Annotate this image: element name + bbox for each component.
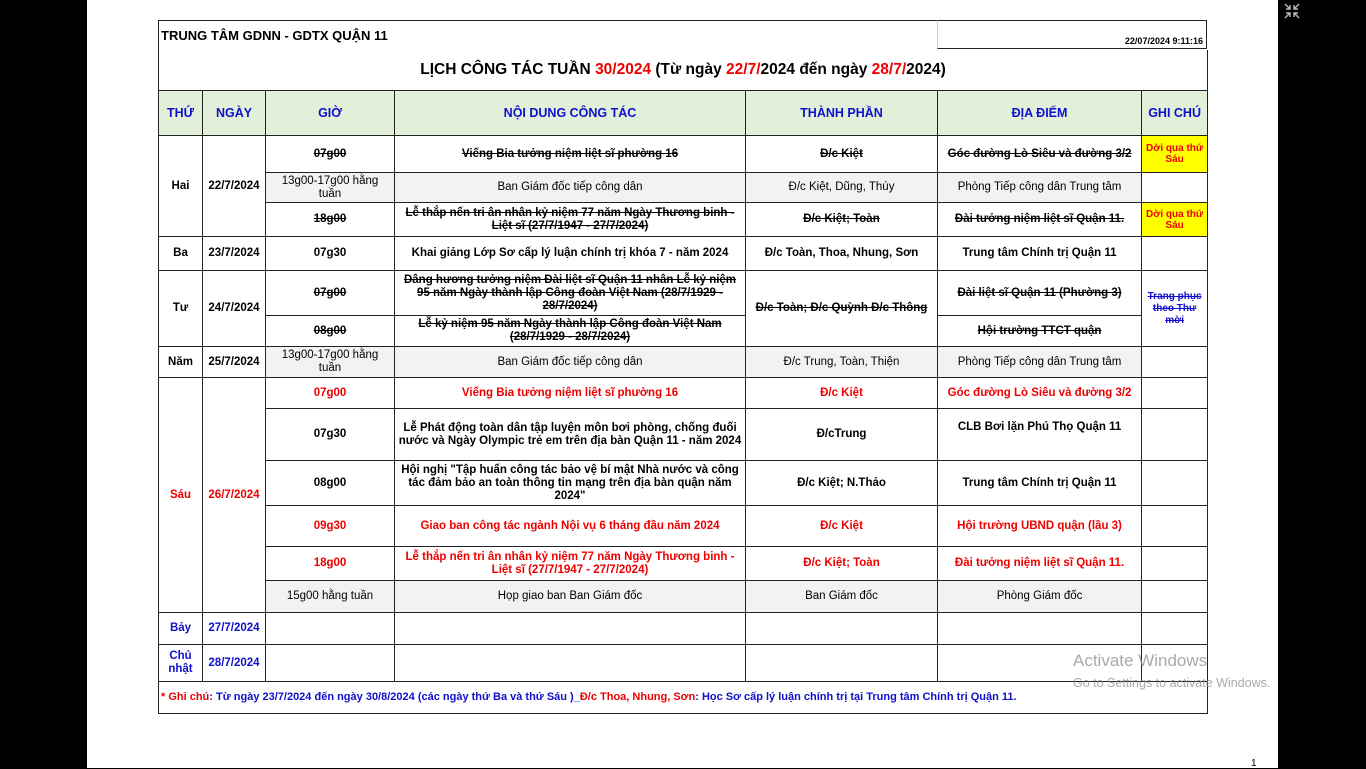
content-cell: Ban Giám đốc tiếp công dân bbox=[395, 347, 746, 378]
day-cell: Năm bbox=[159, 347, 203, 378]
time-cell: 13g00-17g00 hằng tuần bbox=[266, 347, 395, 378]
time-cell: 07g30 bbox=[266, 237, 395, 271]
note-cell bbox=[1142, 347, 1208, 378]
table-row bbox=[159, 237, 1208, 271]
time-cell: 08g00 bbox=[266, 461, 395, 506]
content-cell bbox=[395, 613, 746, 645]
table-row bbox=[159, 136, 1208, 173]
members-cell: Đ/c Kiệt; N.Thảo bbox=[746, 461, 938, 506]
content-cell: Lễ thắp nến tri ân nhân kỷ niệm 77 năm Ngày Thương binh - Liệt sĩ (27/7/1947 - 27/7/2024) bbox=[395, 203, 746, 237]
members-cell bbox=[746, 645, 938, 682]
place-cell: Trung tâm Chính trị Quận 11 bbox=[938, 461, 1142, 506]
day-cell: Sáu bbox=[159, 378, 203, 613]
place-cell: CLB Bơi lặn Phú Thọ Quận 11 bbox=[938, 409, 1142, 461]
time-cell: 07g00 bbox=[266, 378, 395, 409]
members-cell: Đ/cTrung bbox=[746, 409, 938, 461]
time-cell: 07g30 bbox=[266, 409, 395, 461]
note-cell bbox=[1142, 378, 1208, 409]
col-header-date: NGÀY bbox=[203, 91, 266, 136]
table-row bbox=[159, 378, 1208, 409]
place-cell: Góc đường Lò Siêu và đường 3/2 bbox=[938, 378, 1142, 409]
col-header-day: THỨ bbox=[159, 91, 203, 136]
timestamp: 22/07/2024 9:11:16 bbox=[1124, 36, 1203, 46]
members-cell: Đ/c Toàn, Thoa, Nhung, Sơn bbox=[746, 237, 938, 271]
table-header-row bbox=[159, 91, 1208, 136]
place-cell: Đài liệt sĩ Quận 11 (Phường 3) bbox=[938, 271, 1142, 316]
time-cell: 13g00-17g00 hằng tuần bbox=[266, 173, 395, 203]
schedule-table bbox=[158, 20, 1208, 714]
note-cell bbox=[1142, 547, 1208, 581]
place-cell bbox=[938, 613, 1142, 645]
col-header-content: NỘI DUNG CÔNG TÁC bbox=[395, 91, 746, 136]
page-title: LỊCH CÔNG TÁC TUẦN 30/2024 (Từ ngày 22/7/2024 đến ngày 28/7/2024) bbox=[159, 50, 1208, 91]
timestamp-box bbox=[937, 20, 1207, 49]
day-cell: Tư bbox=[159, 271, 203, 347]
time-cell: 18g00 bbox=[266, 547, 395, 581]
date-cell: 27/7/2024 bbox=[203, 613, 266, 645]
note-cell: Dời qua thứ Sáu bbox=[1142, 203, 1208, 237]
date-cell: 26/7/2024 bbox=[203, 378, 266, 613]
members-cell: Đ/c Kiệt; Toàn bbox=[746, 203, 938, 237]
table-row bbox=[159, 461, 1208, 506]
note-cell bbox=[1142, 581, 1208, 613]
members-cell: Đ/c Trung, Toàn, Thiện bbox=[746, 347, 938, 378]
content-cell: Lễ Phát động toàn dân tập luyện môn bơi phòng, chống đuối nước và Ngày Olympic trẻ em trên địa bàn Quận 11 - năm 2024 bbox=[395, 409, 746, 461]
table-row bbox=[159, 173, 1208, 203]
place-cell: Phòng Giám đốc bbox=[938, 581, 1142, 613]
activate-title: Activate Windows bbox=[1073, 651, 1208, 670]
note-cell: Trang phục theo Thư mời bbox=[1142, 271, 1208, 347]
note-cell bbox=[1142, 613, 1208, 645]
time-cell bbox=[266, 613, 395, 645]
footnote: * Ghi chú: Từ ngày 23/7/2024 đến ngày 30/8/2024 (các ngày thứ Ba và thứ Sáu )_Đ/c Thoa, Nhung, Sơn: Học Sơ cấp lý luận chính trị tại Trung tâm Chính trị Quận 11. bbox=[159, 682, 1208, 714]
content-cell: Lễ kỷ niệm 95 năm Ngày thành lập Công đoàn Việt Nam (28/7/1929 - 28/7/2024) bbox=[395, 316, 746, 347]
shrink-arrows-icon[interactable] bbox=[1283, 2, 1301, 20]
content-cell: Khai giảng Lớp Sơ cấp lý luận chính trị khóa 7 - năm 2024 bbox=[395, 237, 746, 271]
activate-subtitle: Go to Settings to activate Windows. bbox=[1073, 676, 1271, 690]
note-cell: Dời qua thứ Sáu bbox=[1142, 136, 1208, 173]
place-cell: Đài tưởng niệm liệt sĩ Quận 11. bbox=[938, 547, 1142, 581]
table-row bbox=[159, 271, 1208, 316]
members-cell bbox=[746, 613, 938, 645]
note-cell bbox=[1142, 461, 1208, 506]
note-cell bbox=[1142, 237, 1208, 271]
content-cell: Viếng Bia tưởng niệm liệt sĩ phường 16 bbox=[395, 136, 746, 173]
place-cell: Góc đường Lò Siêu và đường 3/2 bbox=[938, 136, 1142, 173]
place-cell: Phòng Tiếp công dân Trung tâm bbox=[938, 173, 1142, 203]
day-cell: Ba bbox=[159, 237, 203, 271]
members-cell: Ban Giám đốc bbox=[746, 581, 938, 613]
table-row bbox=[159, 409, 1208, 461]
table-row bbox=[159, 613, 1208, 645]
place-cell: Phòng Tiếp công dân Trung tâm bbox=[938, 347, 1142, 378]
table-row bbox=[159, 316, 1208, 347]
day-cell: Hai bbox=[159, 136, 203, 237]
table-row bbox=[159, 547, 1208, 581]
time-cell: 07g00 bbox=[266, 136, 395, 173]
content-cell: Giao ban công tác ngành Nội vụ 6 tháng đầu năm 2024 bbox=[395, 506, 746, 547]
content-cell bbox=[395, 645, 746, 682]
col-header-time: GIỜ bbox=[266, 91, 395, 136]
place-cell: Trung tâm Chính trị Quận 11 bbox=[938, 237, 1142, 271]
table-row bbox=[159, 645, 1208, 682]
members-cell: Đ/c Kiệt, Dũng, Thúy bbox=[746, 173, 938, 203]
table-row bbox=[159, 347, 1208, 378]
time-cell: 18g00 bbox=[266, 203, 395, 237]
org-name: TRUNG TÂM GDNN - GDTX QUẬN 11 bbox=[159, 21, 1142, 50]
footnote-row bbox=[159, 682, 1208, 714]
date-cell: 24/7/2024 bbox=[203, 271, 266, 347]
date-cell: 28/7/2024 bbox=[203, 645, 266, 682]
page-number: 1 bbox=[1251, 758, 1257, 769]
members-cell: Đ/c Toàn; Đ/c Quỳnh Đ/c Thông bbox=[746, 271, 938, 347]
content-cell: Dâng hương tưởng niệm Đài liệt sĩ Quận 11 nhân Lễ kỷ niệm 95 năm Ngày thành lập Công đoàn Việt Nam (28/7/1929 - 28/7/2024) bbox=[395, 271, 746, 316]
table-row bbox=[159, 506, 1208, 547]
date-cell: 23/7/2024 bbox=[203, 237, 266, 271]
col-header-place: ĐỊA ĐIỂM bbox=[938, 91, 1142, 136]
content-cell: Ban Giám đốc tiếp công dân bbox=[395, 173, 746, 203]
note-cell bbox=[1142, 409, 1208, 461]
day-cell: Bảy bbox=[159, 613, 203, 645]
content-cell: Hội nghị "Tập huấn công tác bảo vệ bí mật Nhà nước và công tác đảm bảo an toàn thông tin mạng trên địa bàn quận năm 2024" bbox=[395, 461, 746, 506]
members-cell: Đ/c Kiệt bbox=[746, 378, 938, 409]
place-cell: Hội trường UBND quận (lầu 3) bbox=[938, 506, 1142, 547]
table-row bbox=[159, 581, 1208, 613]
content-cell: Viếng Bia tưởng niệm liệt sĩ phường 16 bbox=[395, 378, 746, 409]
note-cell bbox=[1142, 173, 1208, 203]
time-cell: 08g00 bbox=[266, 316, 395, 347]
members-cell: Đ/c Kiệt; Toàn bbox=[746, 547, 938, 581]
content-cell: Họp giao ban Ban Giám đốc bbox=[395, 581, 746, 613]
col-header-members: THÀNH PHẦN bbox=[746, 91, 938, 136]
table-row bbox=[159, 203, 1208, 237]
time-cell: 15g00 hằng tuần bbox=[266, 581, 395, 613]
members-cell: Đ/c Kiệt bbox=[746, 136, 938, 173]
members-cell: Đ/c Kiệt bbox=[746, 506, 938, 547]
time-cell: 09g30 bbox=[266, 506, 395, 547]
day-cell: Chủ nhật bbox=[159, 645, 203, 682]
date-cell: 22/7/2024 bbox=[203, 136, 266, 237]
time-cell bbox=[266, 645, 395, 682]
col-header-note: GHI CHÚ bbox=[1142, 91, 1208, 136]
place-cell: Hội trường TTCT quận bbox=[938, 316, 1142, 347]
note-cell bbox=[1142, 506, 1208, 547]
activate-windows-watermark bbox=[1073, 651, 1270, 690]
time-cell: 07g00 bbox=[266, 271, 395, 316]
content-cell: Lễ thắp nến tri ân nhân kỷ niệm 77 năm Ngày Thương binh - Liệt sĩ (27/7/1947 - 27/7/2024) bbox=[395, 547, 746, 581]
date-cell: 25/7/2024 bbox=[203, 347, 266, 378]
place-cell: Đài tưởng niệm liệt sĩ Quận 11. bbox=[938, 203, 1142, 237]
